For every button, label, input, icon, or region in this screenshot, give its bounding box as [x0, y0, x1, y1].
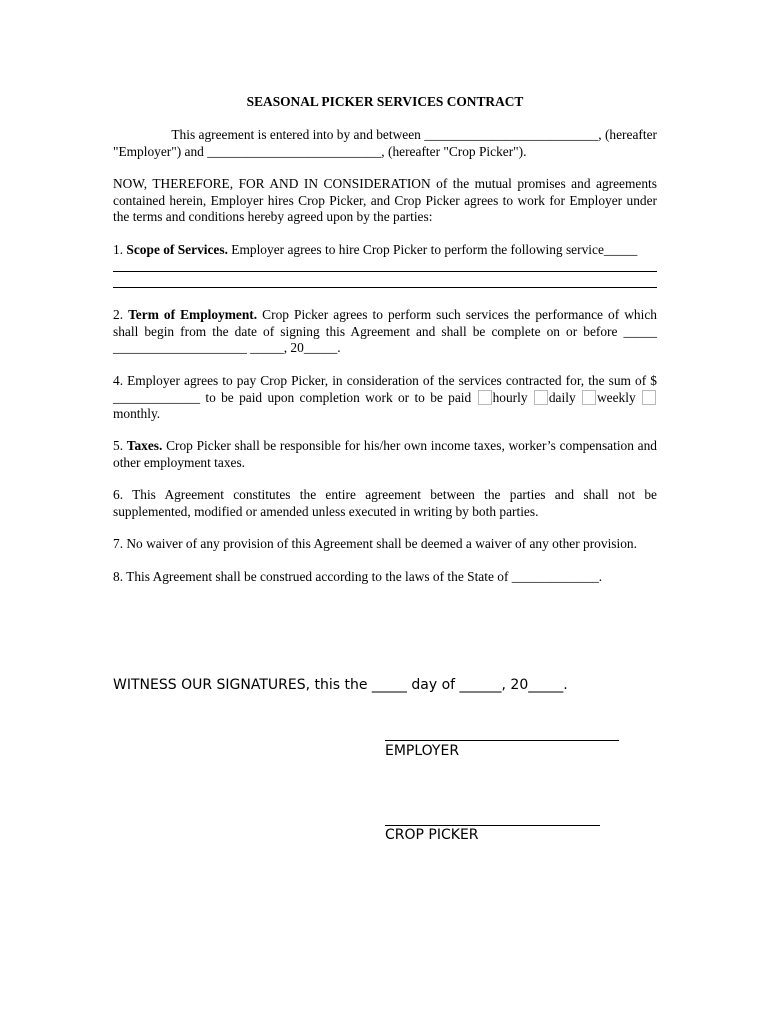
clause-2-text: Crop Picker agrees to perform such services the performance of which shall begin from the date of signing this Agreement and shall be complete on or before _____ ____________________ _____, 20_____. — [113, 307, 657, 355]
clause-7: 7. No waiver of any provision of this Agreement shall be deemed a waiver of any other provision. — [113, 536, 637, 551]
service-fill-line-1 — [113, 271, 657, 272]
clause-1-heading: Scope of Services. — [126, 242, 228, 257]
clause-5-heading: Taxes. — [126, 438, 163, 453]
clause-2-number: 2. — [113, 307, 124, 322]
weekly-label: weekly — [596, 389, 636, 405]
hourly-label: hourly — [492, 389, 528, 405]
clause-1-number: 1. — [113, 242, 124, 257]
clause-2-heading: Term of Employment. — [128, 307, 258, 322]
intro-line-1: This agreement is entered into by and between __________________________, (hereafter — [171, 127, 657, 142]
clause-6: 6. This Agreement constitutes the entire agreement between the parties and shall not be supplemented, modified or amended unless executed in writing by both parties. — [113, 487, 657, 519]
monthly-label: monthly. — [113, 406, 161, 421]
crop-picker-label: CROP PICKER — [385, 827, 479, 843]
service-fill-line-2 — [113, 287, 657, 288]
monthly-checkbox[interactable] — [642, 390, 656, 405]
clause-4 — [113, 373, 657, 423]
employer-signature-line[interactable] — [385, 740, 619, 741]
clause-5-text: Crop Picker shall be responsible for his/her own income taxes, worker’s compensation and other employment taxes. — [113, 438, 657, 470]
clause-2 — [113, 307, 657, 357]
clause-1-text: Employer agrees to hire Crop Picker to perform the following service_____ — [231, 242, 638, 257]
witness-statement: WITNESS OUR SIGNATURES, this the _____ day of ______, 20_____. — [113, 677, 568, 693]
clause-4-text: 4. Employer agrees to pay Crop Picker, in consideration of the services contracted for, the sum of $ _____________ to be paid upon completion work or to be paid — [113, 373, 657, 405]
intro-line-2: "Employer") and __________________________, (hereafter "Crop Picker"). — [113, 143, 527, 159]
document-title: SEASONAL PICKER SERVICES CONTRACT — [246, 94, 524, 109]
daily-checkbox[interactable] — [534, 390, 548, 405]
clause-8: 8. This Agreement shall be construed according to the laws of the State of _____________. — [113, 569, 603, 584]
clause-5-number: 5. — [113, 438, 124, 453]
employer-label: EMPLOYER — [385, 743, 460, 759]
daily-label: daily — [548, 389, 576, 405]
hourly-checkbox[interactable] — [478, 390, 492, 405]
recital-paragraph: NOW, THEREFORE, FOR AND IN CONSIDERATION of the mutual promises and agreements contained herein, Employer hires Crop Picker, and Crop Picker agrees to work for Employer under the terms and conditions hereby agreed upon by the parties: — [113, 176, 657, 224]
clause-5 — [113, 438, 657, 471]
intro-paragraph — [113, 127, 657, 160]
clause-1 — [113, 242, 657, 259]
crop-picker-signature-line[interactable] — [385, 825, 600, 826]
weekly-checkbox[interactable] — [582, 390, 596, 405]
